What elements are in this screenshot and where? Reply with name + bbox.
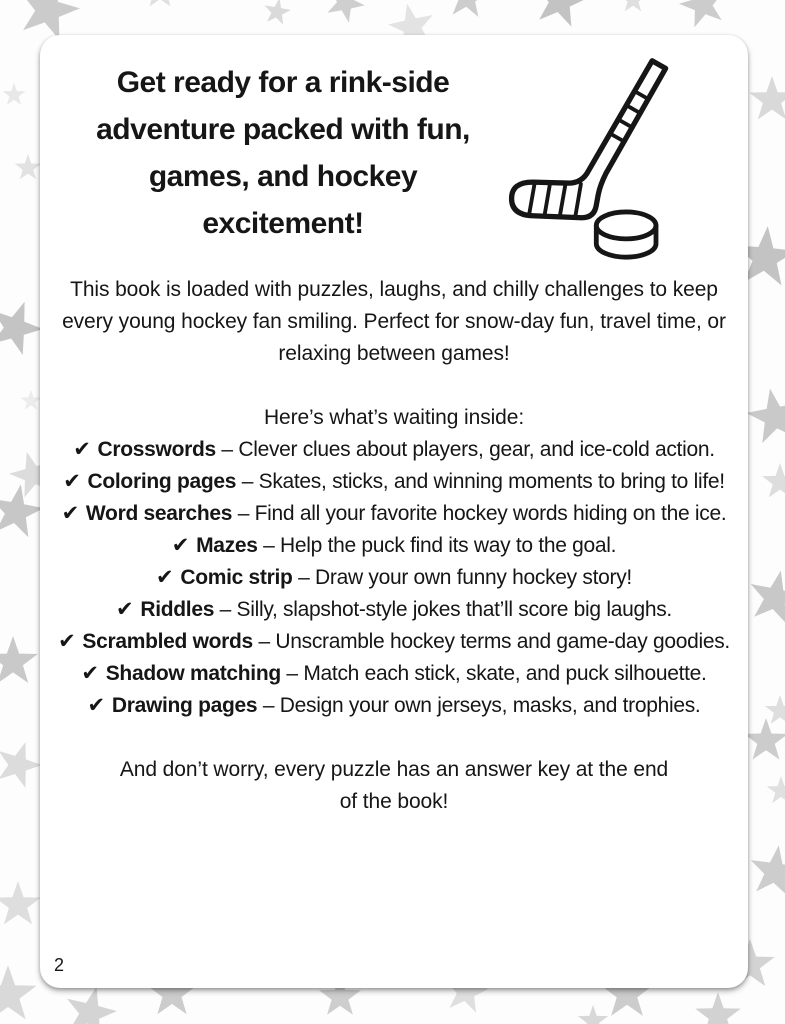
- feature-name: Mazes: [196, 534, 258, 557]
- feature-description: Design your own jerseys, masks, and trophies.: [279, 694, 701, 717]
- list-item-riddles: [58, 594, 730, 626]
- feature-description: Help the puck find its way to the goal.: [280, 534, 617, 557]
- checkmark-icon: ✔: [81, 662, 99, 685]
- feature-name: Coloring pages: [87, 470, 237, 493]
- feature-description: Match each stick, skate, and puck silhouette.: [303, 662, 707, 685]
- header-row: [58, 51, 730, 262]
- feature-description: Silly, slapshot-style jokes that’ll score big laughs.: [236, 598, 672, 621]
- checkmark-icon: ✔: [58, 630, 76, 653]
- checkmark-icon: ✔: [156, 566, 174, 589]
- list-item-mazes: [58, 530, 730, 562]
- list-item-scrambled-words: [58, 626, 730, 658]
- separator: –: [252, 630, 276, 653]
- feature-description: Skates, sticks, and winning moments to bring to life!: [258, 470, 725, 493]
- separator: –: [214, 598, 237, 621]
- feature-name: Crosswords: [97, 438, 216, 461]
- feature-name: Word searches: [85, 502, 233, 525]
- feature-description: Unscramble hockey terms and game-day goodies.: [275, 630, 730, 653]
- page-title: Get ready for a rink-side adventure packed with fun, games, and hockey excitement!: [96, 66, 470, 240]
- book-page-card: [40, 35, 748, 988]
- feature-description: Find all your favorite hockey words hiding on the ice.: [254, 502, 727, 525]
- separator: –: [292, 566, 316, 589]
- list-item-word-searches: [58, 498, 730, 530]
- intro-paragraph: This book is loaded with puzzles, laughs, and chilly challenges to keep every young hockey fan smiling. Perfect for snow-day fun, travel time, or relaxing between games!: [62, 278, 726, 365]
- hockey-stick-and-puck-icon: [498, 55, 710, 262]
- list-item-comic-strip: [58, 562, 730, 594]
- feature-list: [58, 434, 730, 722]
- separator: –: [236, 470, 259, 493]
- list-item-coloring-pages: [58, 466, 730, 498]
- separator: –: [257, 694, 280, 717]
- checkmark-icon: ✔: [116, 598, 134, 621]
- checkmark-icon: ✔: [73, 438, 91, 461]
- feature-name: Drawing pages: [111, 694, 258, 717]
- separator: –: [215, 438, 239, 461]
- feature-name: Shadow matching: [105, 662, 281, 685]
- feature-name: Comic strip: [180, 566, 293, 589]
- list-item-drawing-pages: [58, 690, 730, 722]
- page-number: 2: [54, 955, 65, 975]
- separator: –: [280, 662, 304, 685]
- list-item-shadow-matching: [58, 658, 730, 690]
- checkmark-icon: ✔: [87, 694, 105, 717]
- puck-icon: [596, 212, 656, 257]
- feature-name: Riddles: [140, 598, 215, 621]
- separator: –: [257, 534, 281, 557]
- checkmark-icon: ✔: [61, 502, 79, 525]
- list-item-crosswords: [58, 434, 730, 466]
- checkmark-icon: ✔: [171, 534, 190, 557]
- feature-name: Scrambled words: [82, 630, 253, 653]
- feature-description: Draw your own funny hockey story!: [315, 566, 632, 589]
- feature-description: Clever clues about players, gear, and ice-cold action.: [238, 438, 715, 461]
- checkmark-icon: ✔: [63, 470, 81, 493]
- outro-paragraph: And don’t worry, every puzzle has an answer key at the end of the book!: [119, 758, 669, 813]
- separator: –: [232, 502, 255, 525]
- list-intro: Here’s what’s waiting inside:: [263, 406, 525, 429]
